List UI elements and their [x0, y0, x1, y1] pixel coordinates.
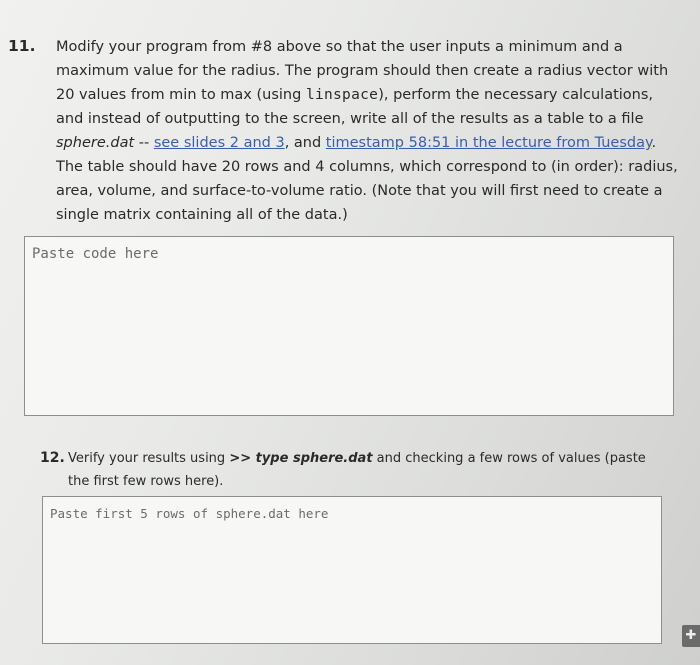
q11-text-part-4: , and: [284, 135, 326, 151]
q11-text-part-3: --: [134, 135, 154, 151]
question-11-number: 11.: [8, 37, 36, 55]
rows-answer-box[interactable]: [42, 496, 662, 644]
q12-text-part-1: Verify your results using: [68, 451, 230, 466]
q11-text-part-1: Modify your program from #8 above so that the user inputs a minimum and a maximum value for the radius. The program should then create a radius vector with 20 values from min to max (using: [56, 39, 669, 103]
code-answer-placeholder: Paste code here: [32, 246, 159, 262]
type-command: >> type sphere.dat: [229, 451, 373, 466]
q12-text-part-2: and checking a few rows of values (paste the first few rows here).: [68, 451, 646, 489]
q11-text-part-2: ), perform the necessary calculations, and instead of outputting to the screen, write all of the results as a table to a file: [56, 87, 654, 127]
timestamp-link[interactable]: timestamp 58:51 in the lecture from Tuesday: [325, 135, 652, 151]
question-11-text: [56, 35, 680, 227]
question-12-number: 12.: [40, 450, 65, 466]
sphere-dat-filename: sphere.dat: [56, 135, 135, 151]
question-12: [40, 447, 660, 493]
code-answer-box[interactable]: [24, 236, 674, 416]
question-11: [8, 34, 680, 227]
plus-icon[interactable]: ✚: [682, 625, 700, 647]
linspace-code: linspace: [305, 87, 379, 103]
q11-text-part-5: . The table should have 20 rows and 4 columns, which correspond to (in order): radius, area, volume, and surface-to-volume ratio. (Note that you will first need to create a single matrix containing all of the data.): [56, 135, 678, 223]
rows-answer-placeholder: Paste first 5 rows of sphere.dat here: [50, 506, 329, 521]
question-12-text: [68, 447, 660, 493]
slides-link[interactable]: see slides 2 and 3: [153, 135, 285, 151]
